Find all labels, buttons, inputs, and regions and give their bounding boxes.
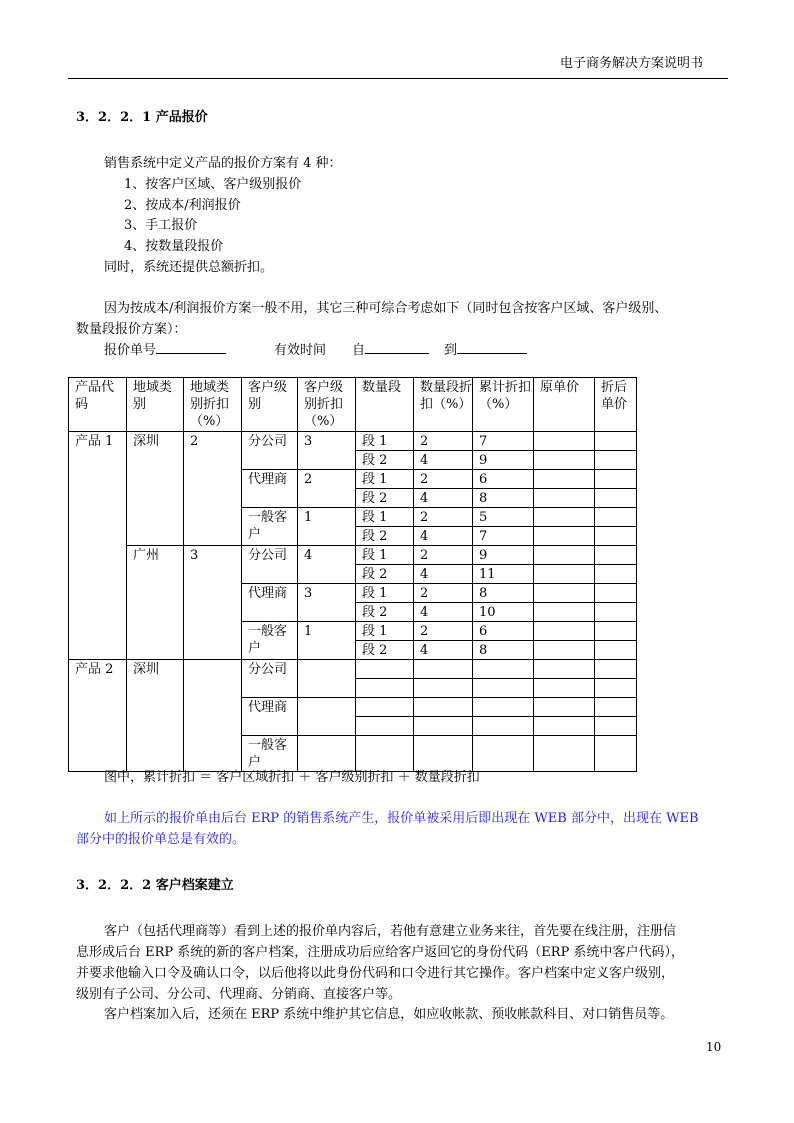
segment-discount-cell: 2	[414, 470, 473, 489]
valid-to-field	[444, 339, 527, 358]
list-item: 2、按成本/利润报价	[124, 198, 241, 213]
cumulative-cell	[473, 736, 534, 772]
table-header-row	[69, 378, 637, 432]
net-price-cell	[595, 717, 637, 736]
paragraph-line: 因为按成本/利润报价方案一般不用，其它三种可综合考虑如下（同时包含按客户区域、客户级别、	[104, 301, 668, 316]
segment-discount-cell: 4	[414, 603, 473, 622]
net-price-cell	[595, 432, 637, 451]
level-discount-cell: 3	[298, 432, 356, 470]
net-price-cell	[595, 565, 637, 584]
net-price-cell	[595, 527, 637, 546]
table-row	[69, 546, 637, 565]
segment-cell: 段 1	[356, 584, 414, 603]
page-number: 10	[706, 1040, 722, 1054]
cumulative-cell: 7	[473, 527, 534, 546]
level-cell: 分公司	[242, 546, 298, 584]
segment-discount-cell: 2	[414, 432, 473, 451]
segment-cell: 段 1	[356, 546, 414, 565]
segment-cell: 段 1	[356, 432, 414, 451]
header-rule	[68, 78, 728, 79]
cumulative-cell: 8	[473, 489, 534, 508]
price-cell	[534, 603, 595, 622]
intro-text: 销售系统中定义产品的报价方案有 4 种：	[104, 156, 342, 171]
price-cell	[534, 432, 595, 451]
header-cell: 累计折扣（%）	[473, 378, 534, 432]
segment-cell: 段 1	[356, 508, 414, 527]
region-discount-cell: 3	[184, 546, 242, 660]
cumulative-cell: 9	[473, 546, 534, 565]
from-label: 自	[352, 343, 366, 358]
net-price-cell	[595, 679, 637, 698]
segment-cell	[356, 679, 414, 698]
header-cell: 数量段	[356, 378, 414, 432]
level-cell: 一般客户	[242, 508, 298, 546]
level-cell: 代理商	[242, 470, 298, 508]
header-cell: 产品代码	[69, 378, 127, 432]
cumulative-cell	[473, 679, 534, 698]
list-item: 4、按数量段报价	[124, 239, 224, 254]
level-cell: 分公司	[242, 432, 298, 470]
page-header: 电子商务解决方案说明书	[560, 56, 704, 71]
valid-from-field	[352, 339, 429, 358]
blank-line	[156, 341, 226, 354]
price-cell	[534, 546, 595, 565]
header-cell: 客户级别折扣（%）	[298, 378, 356, 432]
region-cell: 广州	[127, 546, 184, 660]
net-price-cell	[595, 698, 637, 717]
price-cell	[534, 489, 595, 508]
list-item: 3、手工报价	[124, 218, 198, 233]
segment-discount-cell: 2	[414, 584, 473, 603]
segment-cell: 段 2	[356, 641, 414, 660]
price-cell	[534, 660, 595, 679]
valid-time-label: 有效时间	[274, 343, 327, 358]
segment-cell: 段 1	[356, 622, 414, 641]
product-code-cell: 产品 1	[69, 432, 127, 660]
segment-discount-cell: 4	[414, 451, 473, 470]
price-cell	[534, 565, 595, 584]
cumulative-cell: 6	[473, 470, 534, 489]
header-cell: 地域类别	[127, 378, 184, 432]
segment-discount-cell	[414, 660, 473, 679]
segment-discount-cell: 4	[414, 527, 473, 546]
level-discount-cell	[298, 698, 356, 736]
segment-discount-cell: 2	[414, 546, 473, 565]
segment-cell: 段 2	[356, 565, 414, 584]
quote-table	[68, 377, 637, 772]
table-row	[69, 432, 637, 451]
cumulative-cell: 10	[473, 603, 534, 622]
segment-discount-cell: 4	[414, 565, 473, 584]
net-price-cell	[595, 470, 637, 489]
price-cell	[534, 641, 595, 660]
blue-paragraph-line: 部分中的报价单总是有效的。	[76, 832, 246, 847]
cumulative-cell: 7	[473, 432, 534, 451]
price-cell	[534, 584, 595, 603]
price-cell	[534, 622, 595, 641]
paragraph-line: 客户（包括代理商等）看到上述的报价单内容后，若他有意建立业务来往，首先要在线注册，注册信	[104, 924, 677, 939]
net-price-cell	[595, 736, 637, 772]
paragraph-line: 并要求他输入口令及确认口令，以后他将以此身份代码和口令进行其它操作。客户档案中定义客户级别，	[76, 966, 675, 981]
level-cell: 一般客户	[242, 622, 298, 660]
net-price-cell	[595, 584, 637, 603]
paragraph-line: 数量段报价方案）：	[76, 322, 187, 337]
section-title-product-quote: 3．2．2．1 产品报价	[76, 110, 208, 125]
segment-cell: 段 1	[356, 470, 414, 489]
cumulative-cell: 6	[473, 622, 534, 641]
quote-number-field	[104, 339, 226, 358]
blank-line	[365, 341, 429, 354]
net-price-cell	[595, 622, 637, 641]
paragraph-line: 级别有子公司、分公司、代理商、分销商、直接客户等。	[76, 987, 402, 1002]
cumulative-cell	[473, 660, 534, 679]
region-cell: 深圳	[127, 432, 184, 546]
price-cell	[534, 508, 595, 527]
cumulative-cell: 5	[473, 508, 534, 527]
table-note: 图中，累计折扣 ＝ 客户区域折扣 ＋ 客户级别折扣 ＋ 数量段折扣	[104, 770, 480, 785]
level-discount-cell	[298, 660, 356, 698]
level-discount-cell: 3	[298, 584, 356, 622]
price-cell	[534, 698, 595, 717]
cumulative-cell: 9	[473, 451, 534, 470]
product-code-cell: 产品 2	[69, 660, 127, 772]
price-cell	[534, 470, 595, 489]
segment-cell: 段 2	[356, 489, 414, 508]
list-item: 1、按客户区域、客户级别报价	[124, 177, 302, 192]
segment-cell: 段 2	[356, 603, 414, 622]
quote-number-label: 报价单号	[104, 343, 157, 358]
segment-cell	[356, 717, 414, 736]
paragraph-line: 息形成后台 ERP 系统的新的客户档案，注册成功后应给客户返回它的身份代码（ERP 系统中客户代码），	[76, 945, 684, 960]
price-cell	[534, 717, 595, 736]
header-cell: 原单价	[534, 378, 595, 432]
cumulative-cell: 11	[473, 565, 534, 584]
price-cell	[534, 736, 595, 772]
price-cell	[534, 527, 595, 546]
header-cell: 折后单价	[595, 378, 637, 432]
level-discount-cell: 1	[298, 508, 356, 546]
net-price-cell	[595, 660, 637, 679]
table-row	[69, 660, 637, 679]
segment-discount-cell: 4	[414, 641, 473, 660]
level-discount-cell: 4	[298, 546, 356, 584]
segment-cell	[356, 660, 414, 679]
net-price-cell	[595, 603, 637, 622]
level-cell: 分公司	[242, 660, 298, 698]
cumulative-cell	[473, 717, 534, 736]
cumulative-cell	[473, 698, 534, 717]
to-label: 到	[444, 343, 458, 358]
segment-discount-cell	[414, 698, 473, 717]
total-discount-text: 同时，系统还提供总额折扣。	[104, 260, 274, 275]
header-cell: 客户级别	[242, 378, 298, 432]
net-price-cell	[595, 451, 637, 470]
net-price-cell	[595, 641, 637, 660]
segment-discount-cell: 4	[414, 489, 473, 508]
level-cell: 代理商	[242, 584, 298, 622]
level-cell: 代理商	[242, 698, 298, 736]
level-cell: 一般客户	[242, 736, 298, 772]
price-cell	[534, 679, 595, 698]
header-cell: 数量段折扣（%）	[414, 378, 473, 432]
segment-discount-cell	[414, 717, 473, 736]
segment-discount-cell: 2	[414, 508, 473, 527]
segment-discount-cell	[414, 679, 473, 698]
net-price-cell	[595, 489, 637, 508]
region-discount-cell: 2	[184, 432, 242, 546]
region-cell: 深圳	[127, 660, 184, 772]
section-title-customer-profile: 3．2．2．2 客户档案建立	[76, 878, 234, 893]
level-discount-cell: 1	[298, 622, 356, 660]
net-price-cell	[595, 546, 637, 565]
price-cell	[534, 451, 595, 470]
net-price-cell	[595, 508, 637, 527]
segment-discount-cell: 2	[414, 622, 473, 641]
cumulative-cell: 8	[473, 641, 534, 660]
segment-cell: 段 2	[356, 527, 414, 546]
segment-cell	[356, 698, 414, 717]
paragraph-line: 客户档案加入后，还须在 ERP 系统中维护其它信息，如应收帐款、预收帐款科目、对口销售员等。	[104, 1007, 674, 1022]
level-discount-cell: 2	[298, 470, 356, 508]
cumulative-cell: 8	[473, 584, 534, 603]
blank-line	[457, 341, 527, 354]
region-discount-cell	[184, 660, 242, 772]
blue-paragraph-line: 如上所示的报价单由后台 ERP 的销售系统产生，报价单被采用后即出现在 WEB 部分中，出现在 WEB	[104, 811, 699, 826]
header-cell: 地域类别折扣（%）	[184, 378, 242, 432]
segment-cell: 段 2	[356, 451, 414, 470]
